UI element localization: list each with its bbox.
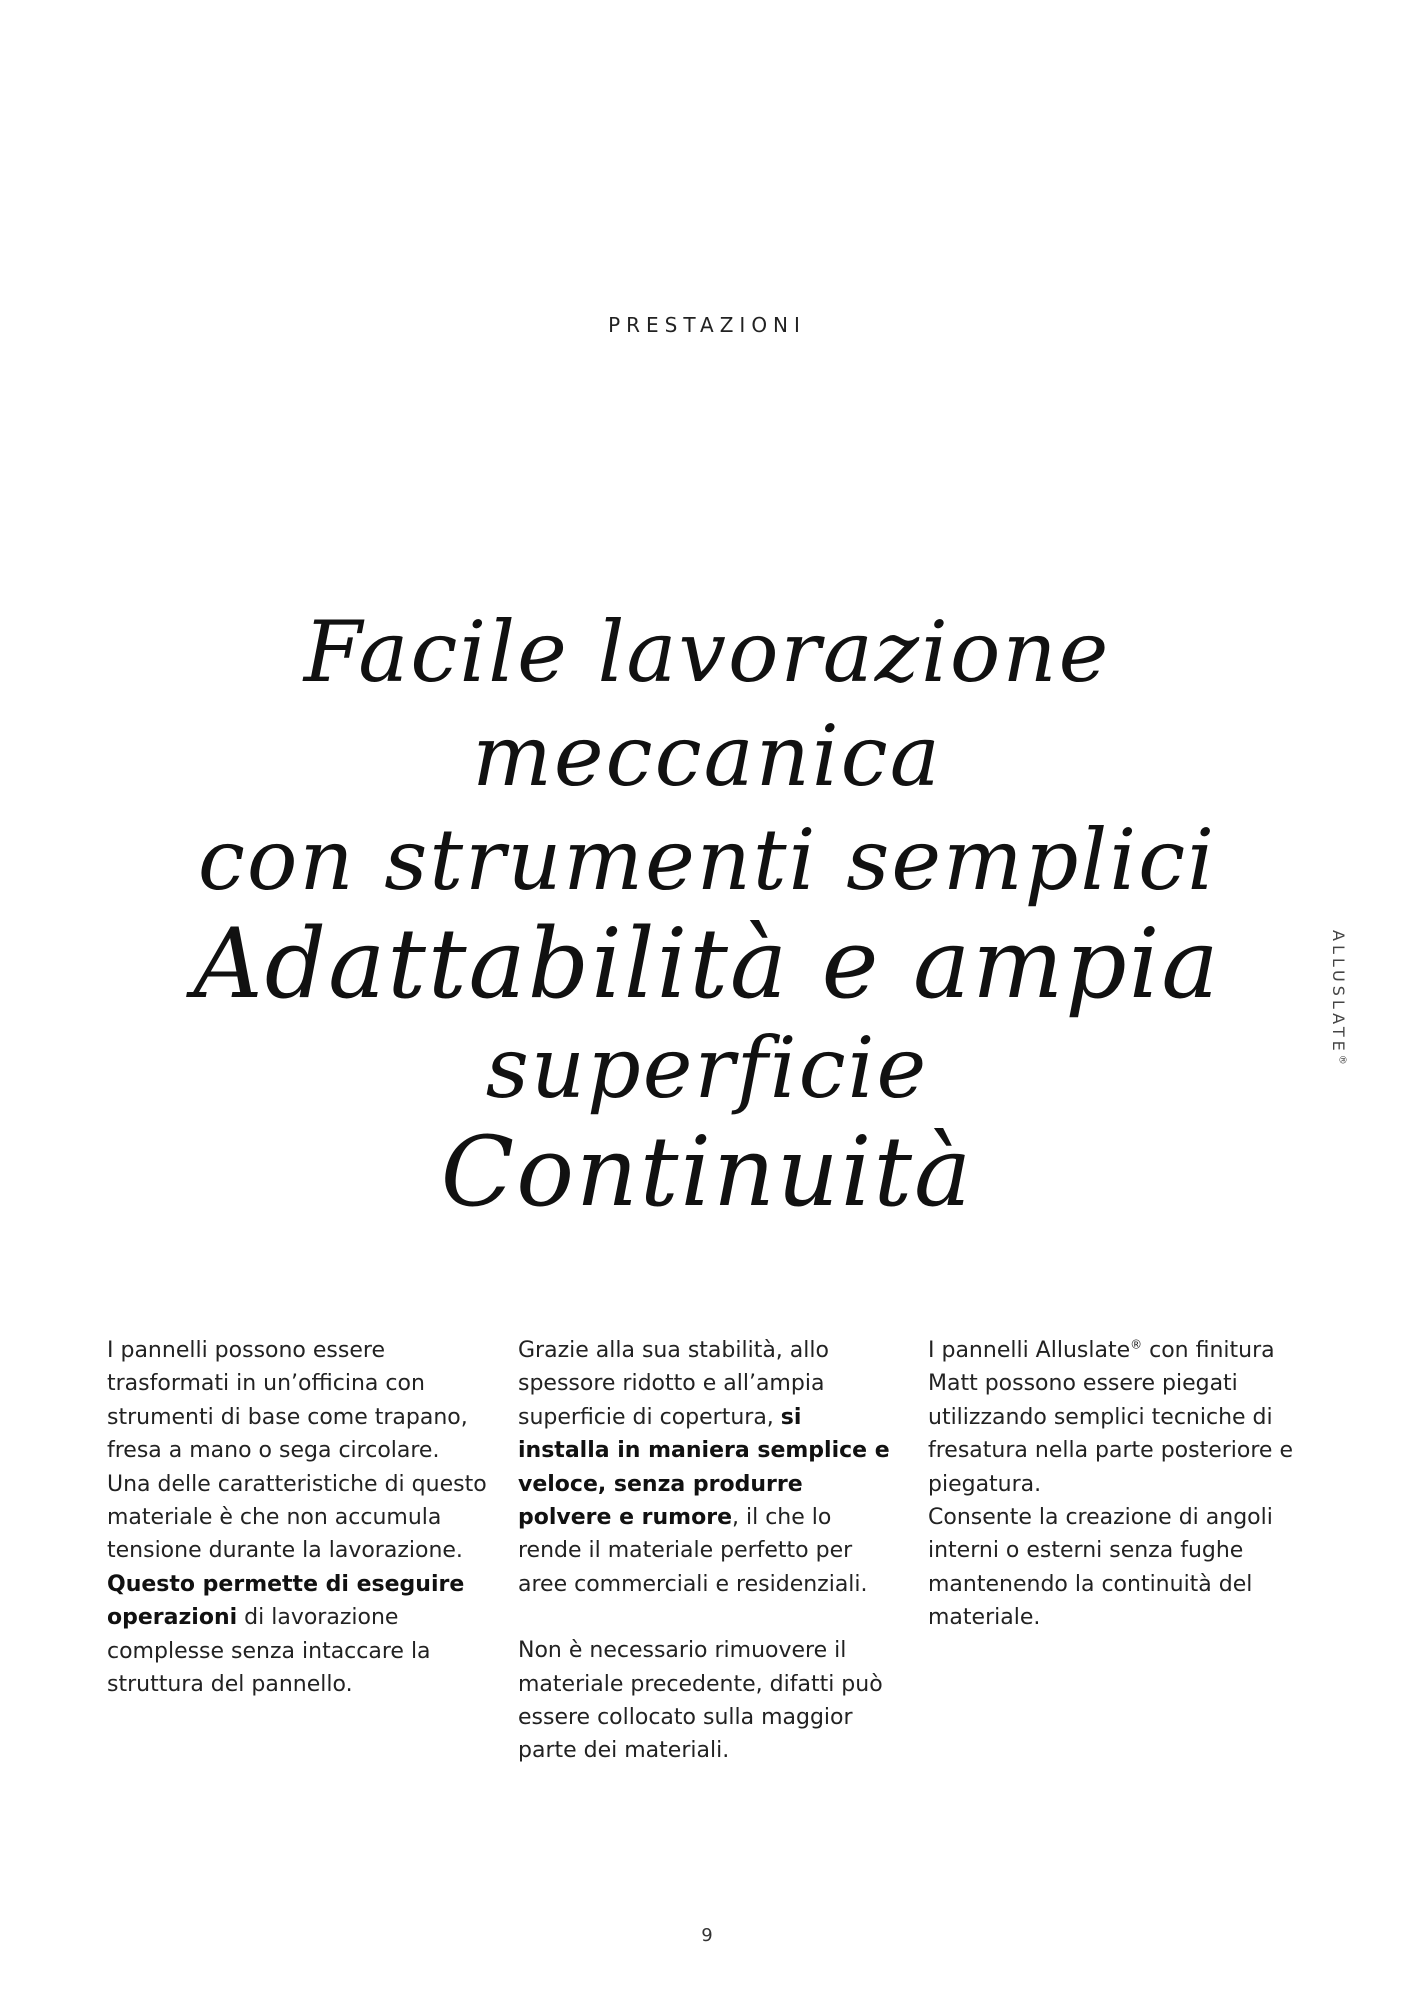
col1-bold-b: Questo permette di eseguire operazioni [107,1571,465,1631]
col2-text-b: , il che lo rende il materiale perfetto per aree commerciali e residenziali. [518,1505,868,1597]
col3-paragraph [928,1334,1308,1635]
page-number: 9 [701,1925,713,1946]
col3-registered-mark: ® [1130,1337,1143,1352]
col1-text-a: I pannelli possono essere trasformati in un’officina con strumenti di base come trapano, fresa a mano o sega circolare. Una delle caratteristiche di questo materiale è che non accumula tensione durante la lavorazione. [107,1338,487,1564]
script-heading-line-4: superficie [485,1019,929,1117]
col2-paragraph-2: Non è necessario rimuovere il materiale precedente, difatti può essere collocato sulla maggior parte dei materiali. [518,1638,883,1764]
script-heading-line-1: Facile lavorazione meccanica [303,603,1111,805]
side-brand-name: ALLUSLATE [1329,930,1348,1055]
col2-paragraph-1 [518,1334,898,1601]
side-brand-mark: ® [1336,1054,1348,1065]
script-heading-line-5: Continuità [440,1116,974,1228]
col3-text-a2: con finitura Matt possono essere piegati utilizzando semplici tecniche di fresatura nella parte posteriore e piegatura. [928,1338,1293,1497]
text-column-1 [107,1334,487,1701]
text-column-3 [928,1334,1308,1635]
col3-text-a1: I pannelli Alluslate [928,1338,1131,1363]
col3-text-b: Consente la creazione di angoli interni o esterni senza fughe mantenendo la continuità del materiale. [928,1505,1273,1631]
script-headings [60,600,1354,1228]
col1-paragraph [107,1334,487,1701]
script-heading-line-3: Adattabilità e ampia [193,908,1221,1020]
col2-text-a: Grazie alla sua stabilità, allo spessore ridotto e all’ampia superficie di copertura, [518,1338,829,1430]
col2-bold-a: si installa in maniera semplice e veloce, senza produrre polvere e rumore [518,1404,890,1531]
text-column-2 [518,1334,898,1768]
section-label: PRESTAZIONI [608,313,806,337]
script-heading-line-2: con strumenti semplici [197,811,1217,909]
col1-text-b: di lavorazione complesse senza intaccare la struttura del pannello. [107,1605,431,1698]
